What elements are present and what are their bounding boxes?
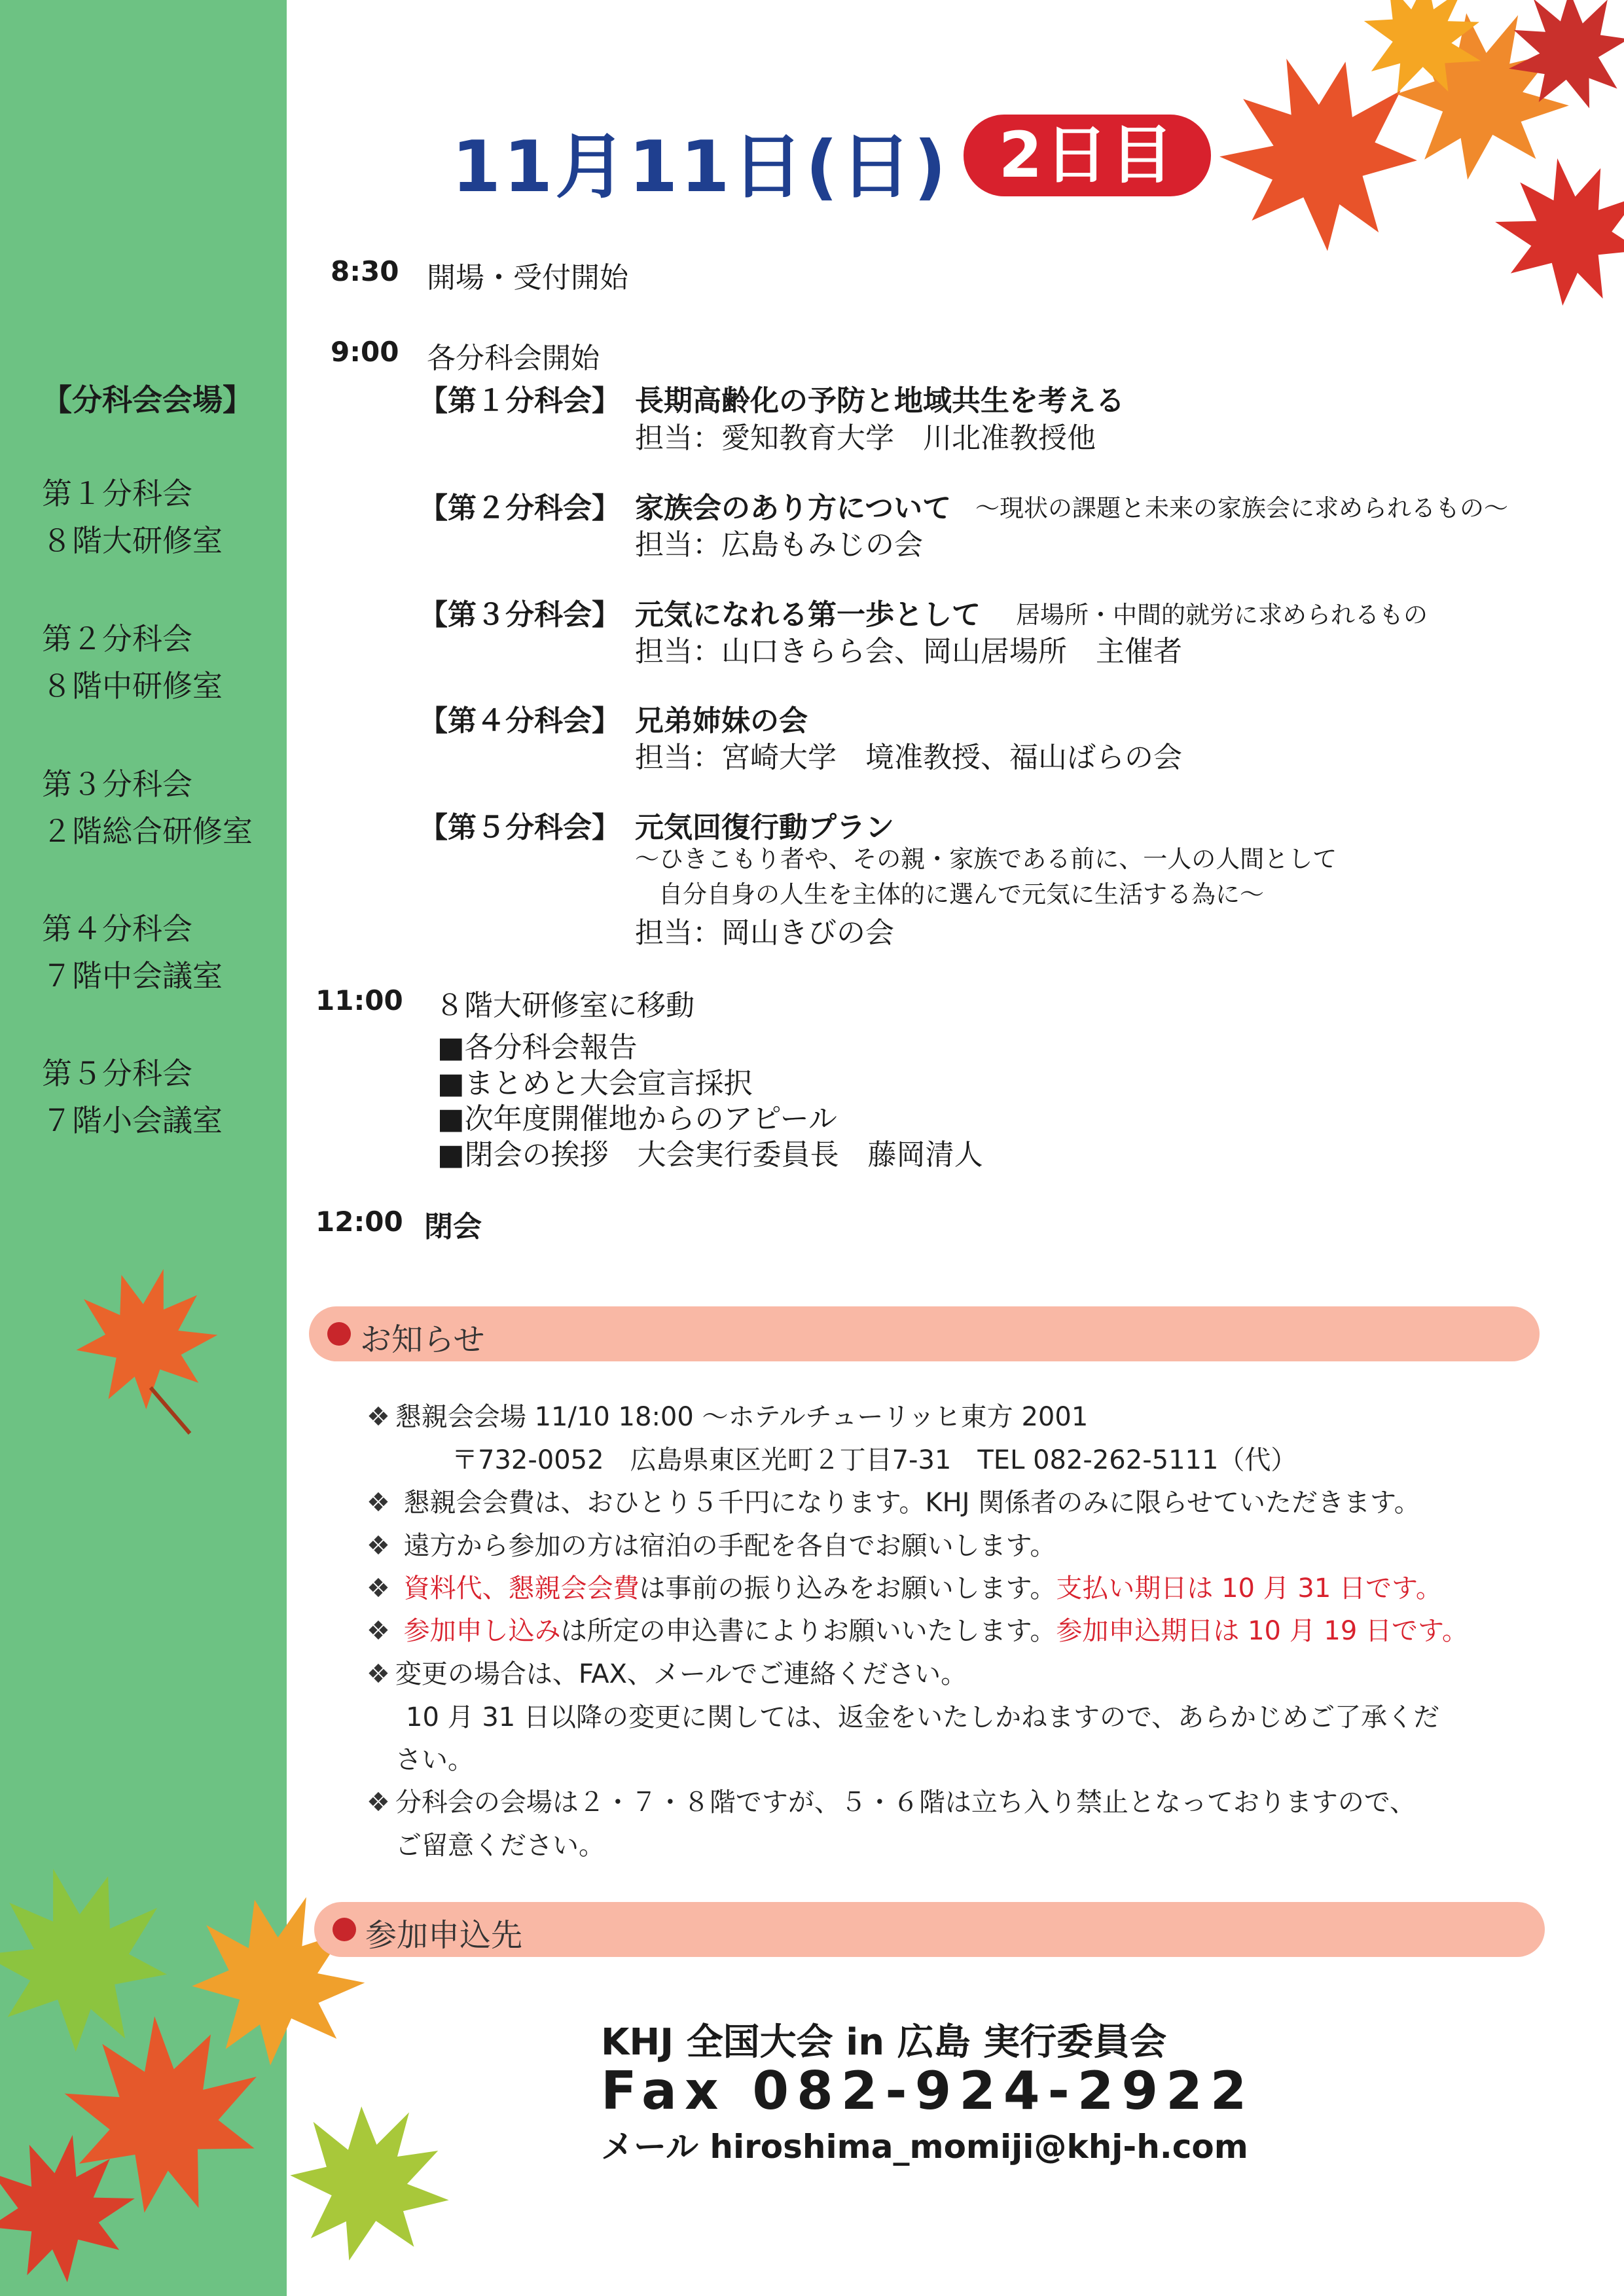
- contact-email[interactable]: メール hiroshima_momiji@khj-h.com: [601, 2128, 1248, 2166]
- session-subtitle: 居場所・中間的就労に求められるもの: [1016, 601, 1428, 629]
- room-session-name: 第２分科会: [42, 621, 192, 656]
- room-item: [42, 905, 223, 999]
- session-label: 【第５分科会】: [419, 811, 621, 844]
- notice-header: [309, 1306, 1540, 1361]
- session-charge: 担当：山口きらら会、岡山居場所 主催者: [635, 635, 1182, 668]
- room-item: [42, 1050, 223, 1144]
- diamond-bullet-icon: ❖: [367, 1787, 390, 1818]
- time-1200-text: 閉会: [424, 1210, 482, 1244]
- room-location: ２階総合研修室: [42, 814, 253, 849]
- notice-item: ❖ 参加申し込みは所定の申込書によりお願いいたします。参加申込期日は 10 月 19 日です。: [367, 1616, 1468, 1646]
- session-charge: 担当：愛知教育大学 川北准教授他: [635, 422, 1096, 455]
- maple-leaves-top-right: [1204, 0, 1624, 327]
- diamond-bullet-icon: ❖: [367, 1402, 390, 1432]
- room-item: [42, 615, 223, 709]
- room-session-name: 第５分科会: [42, 1056, 192, 1091]
- room-session-name: 第４分科会: [42, 911, 192, 946]
- session-label: 【第３分科会】: [419, 598, 621, 632]
- room-session-name: 第３分科会: [42, 766, 192, 802]
- session-label: 【第１分科会】: [419, 384, 621, 418]
- room-location: ７階小会議室: [42, 1103, 223, 1138]
- time-1200: 12:00: [316, 1206, 403, 1238]
- notice-item: ❖ 懇親会会場 11/10 18:00 ～ホテルチューリッヒ東方 2001: [367, 1402, 1089, 1432]
- closing-item: ■まとめと大会宣言採択: [437, 1067, 753, 1100]
- session-title: 元気回復行動プラン: [635, 811, 894, 844]
- session-title: 兄弟姉妹の会: [635, 704, 808, 738]
- bullet-dot-icon: [327, 1322, 351, 1346]
- notice-text: 10 月 31 日以降の変更に関しては、返金をいたしかねますので、あらかじめご了承くだ: [406, 1702, 1440, 1732]
- notice-item: ❖ 変更の場合は、FAX、メールでご連絡ください。: [367, 1659, 967, 1689]
- diamond-bullet-icon: ❖: [367, 1488, 390, 1518]
- room-session-name: 第１分科会: [42, 476, 192, 511]
- fax-number: Fax 082-924-2922: [601, 2060, 1255, 2121]
- bullet-dot-icon: [333, 1918, 356, 1941]
- closing-item: ■閉会の挨拶 大会実行委員長 藤岡清人: [437, 1138, 983, 1172]
- notice-item: ❖ 遠方から参加の方は宿泊の手配を各自でお願いします。: [367, 1531, 1056, 1561]
- notice-text: ご留意ください。: [395, 1831, 605, 1861]
- session-label: 【第２分科会】: [419, 492, 621, 525]
- notice-text: さい。: [395, 1745, 474, 1775]
- diamond-bullet-icon: ❖: [367, 1659, 390, 1689]
- organizer-name: KHJ 全国大会 in 広島 実行委員会: [601, 2021, 1167, 2064]
- time-0900-text: 各分科会開始: [427, 342, 600, 375]
- session-charge: 担当：広島もみじの会: [635, 528, 923, 562]
- room-item: [42, 761, 253, 855]
- notice-address: 〒732-0052 広島県東区光町２丁目7-31 TEL 082-262-5111（代）: [452, 1445, 1297, 1475]
- session-charge: 担当：岡山きびの会: [635, 916, 894, 950]
- session-title: 家族会のあり方について: [635, 492, 952, 525]
- session-title: 長期高齢化の予防と地域共生を考える: [635, 384, 1125, 418]
- room-location: ７階中会議室: [42, 958, 223, 994]
- room-location: ８階中研修室: [42, 668, 223, 704]
- apply-heading: 参加申込先: [365, 1917, 523, 1954]
- room-item: [42, 470, 223, 564]
- day-badge: 2日目: [964, 115, 1211, 196]
- time-1100: 11:00: [316, 984, 403, 1016]
- sidebar-title: 【分科会会場】: [42, 382, 253, 418]
- time-0830-text: 開場・受付開始: [427, 261, 628, 295]
- diamond-bullet-icon: ❖: [367, 1573, 390, 1604]
- apply-header: [314, 1902, 1545, 1957]
- maple-leaf-left: [52, 1257, 236, 1440]
- notice-item: ❖ 分科会の会場は２・７・８階ですが、５・６階は立ち入り禁止となっておりますので、: [367, 1787, 1416, 1818]
- diamond-bullet-icon: ❖: [367, 1616, 390, 1646]
- session-subtitle-line2: 自分自身の人生を主体的に選んで元気に生活する為に～: [659, 880, 1264, 908]
- session-subtitle-line1: ～ひきこもり者や、その親・家族である前に、一人の人間として: [635, 845, 1337, 873]
- notice-item: ❖ 懇親会会費は、おひとり５千円になります。KHJ 関係者のみに限らせていただきます。: [367, 1488, 1420, 1518]
- session-label: 【第４分科会】: [419, 704, 621, 738]
- session-subtitle: ～現状の課題と未来の家族会に求められるもの～: [975, 494, 1508, 522]
- session-charge: 担当：宮崎大学 境准教授、福山ばらの会: [635, 741, 1182, 774]
- closing-item: ■各分科会報告: [437, 1031, 638, 1064]
- closing-item: ■次年度開催地からのアピール: [437, 1102, 837, 1136]
- time-0900: 9:00: [331, 336, 399, 368]
- session-title: 元気になれる第一歩として: [635, 598, 981, 632]
- event-date: 11月11日(日): [452, 126, 949, 208]
- time-0830: 8:30: [331, 255, 399, 287]
- diamond-bullet-icon: ❖: [367, 1531, 390, 1561]
- notice-heading: お知らせ: [360, 1321, 485, 1358]
- notice-item: ❖ 資料代、懇親会会費は事前の振り込みをお願いします。支払い期日は 10 月 31 日です。: [367, 1573, 1442, 1604]
- time-1100-text: ８階大研修室に移動: [435, 989, 695, 1022]
- room-location: ８階大研修室: [42, 523, 223, 558]
